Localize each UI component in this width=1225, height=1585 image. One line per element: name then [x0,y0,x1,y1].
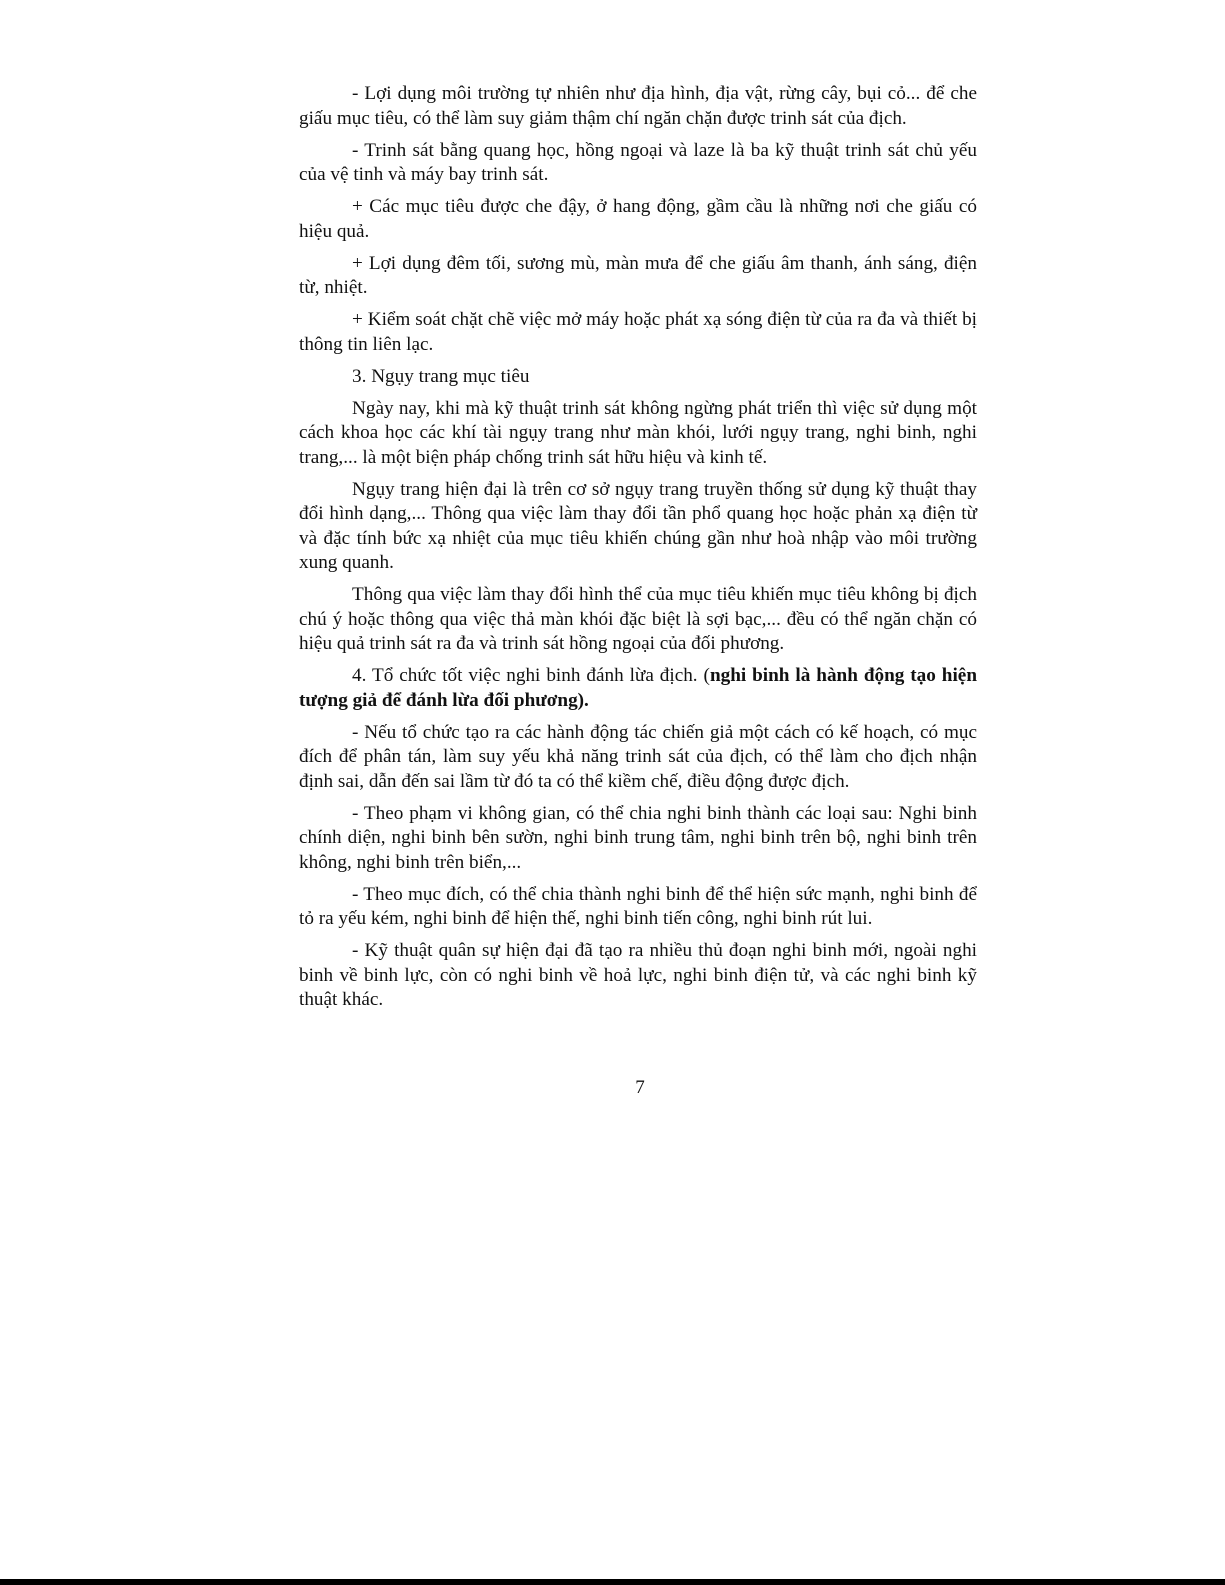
section-heading [299,664,977,713]
document-page [299,82,977,1020]
bottom-border [0,1579,1225,1585]
paragraph: + Kiểm soát chặt chẽ việc mở máy hoặc phát xạ sóng điện từ của ra đa và thiết bị thông tin liên lạc. [299,309,977,355]
paragraph: - Theo mục đích, có thể chia thành nghi binh để thể hiện sức mạnh, nghi binh để tỏ ra yếu kém, nghi binh để hiện thế, nghi binh tiến công, nghi binh rút lui. [299,883,977,929]
paragraph: Ngày nay, khi mà kỹ thuật trinh sát không ngừng phát triển thì việc sử dụng một cách khoa học các khí tài ngụy trang như màn khói, lưới ngụy trang, nghi binh, nghi trang,... là một biện pháp chống trinh sát hữu hiệu và kinh tế. [299,397,977,468]
section-lead: 4. Tổ chức tốt việc nghi binh đánh lừa địch. ( [352,665,710,686]
paragraph: Thông qua việc làm thay đổi hình thể của mục tiêu khiến mục tiêu không bị địch chú ý hoặc thông qua việc thả màn khói đặc biệt là sợi bạc,... đều có thể ngăn chặn có hiệu quả trinh sát ra đa và trinh sát hồng ngoại của đối phương. [299,584,977,654]
paragraph: + Các mục tiêu được che đậy, ở hang động, gầm cầu là những nơi che giấu có hiệu quả. [299,196,977,242]
paragraph: - Kỹ thuật quân sự hiện đại đã tạo ra nhiều thủ đoạn nghi binh mới, ngoài nghi binh về binh lực, còn có nghi binh về hoả lực, nghi binh điện tử, và các nghi binh kỹ thuật khác. [299,940,977,1010]
paragraph: - Lợi dụng môi trường tự nhiên như địa hình, địa vật, rừng cây, bụi cỏ... để che giấu mục tiêu, có thể làm suy giảm thậm chí ngăn chặn được trinh sát của địch. [299,83,977,129]
section-definition: nghi binh là hành động tạo hiện tượng giả để đánh lừa đối phương). [299,665,977,711]
paragraph: Ngụy trang hiện đại là trên cơ sở ngụy trang truyền thống sử dụng kỹ thuật thay đổi hình dạng,... Thông qua việc làm thay đổi tần phổ quang học hoặc phản xạ điện từ và đặc tính bức xạ nhiệt của mục tiêu khiến chúng gần như hoà nhập vào môi trường xung quanh. [299,478,977,573]
paragraph: - Trinh sát bằng quang học, hồng ngoại và laze là ba kỹ thuật trinh sát chủ yếu của vệ tinh và máy bay trinh sát. [299,139,977,185]
paragraph: - Nếu tổ chức tạo ra các hành động tác chiến giả một cách có kế hoạch, có mục đích để phân tán, làm suy yếu khả năng trinh sát của địch, có thể làm cho địch nhận định sai, dẫn đến sai lầm từ đó ta có thể kiềm chế, điều động được địch. [299,721,977,792]
page-number: 7 [635,1077,645,1098]
paragraph: + Lợi dụng đêm tối, sương mù, màn mưa để che giấu âm thanh, ánh sáng, điện từ, nhiệt. [299,252,977,298]
section-heading: 3. Ngụy trang mục tiêu [352,365,530,387]
paragraph: - Theo phạm vi không gian, có thể chia nghi binh thành các loại sau: Nghi binh chính diện, nghi binh bên sườn, nghi binh trung tâm, nghi binh trên bộ, nghi binh trên không, nghi binh trên biển,... [299,802,977,873]
